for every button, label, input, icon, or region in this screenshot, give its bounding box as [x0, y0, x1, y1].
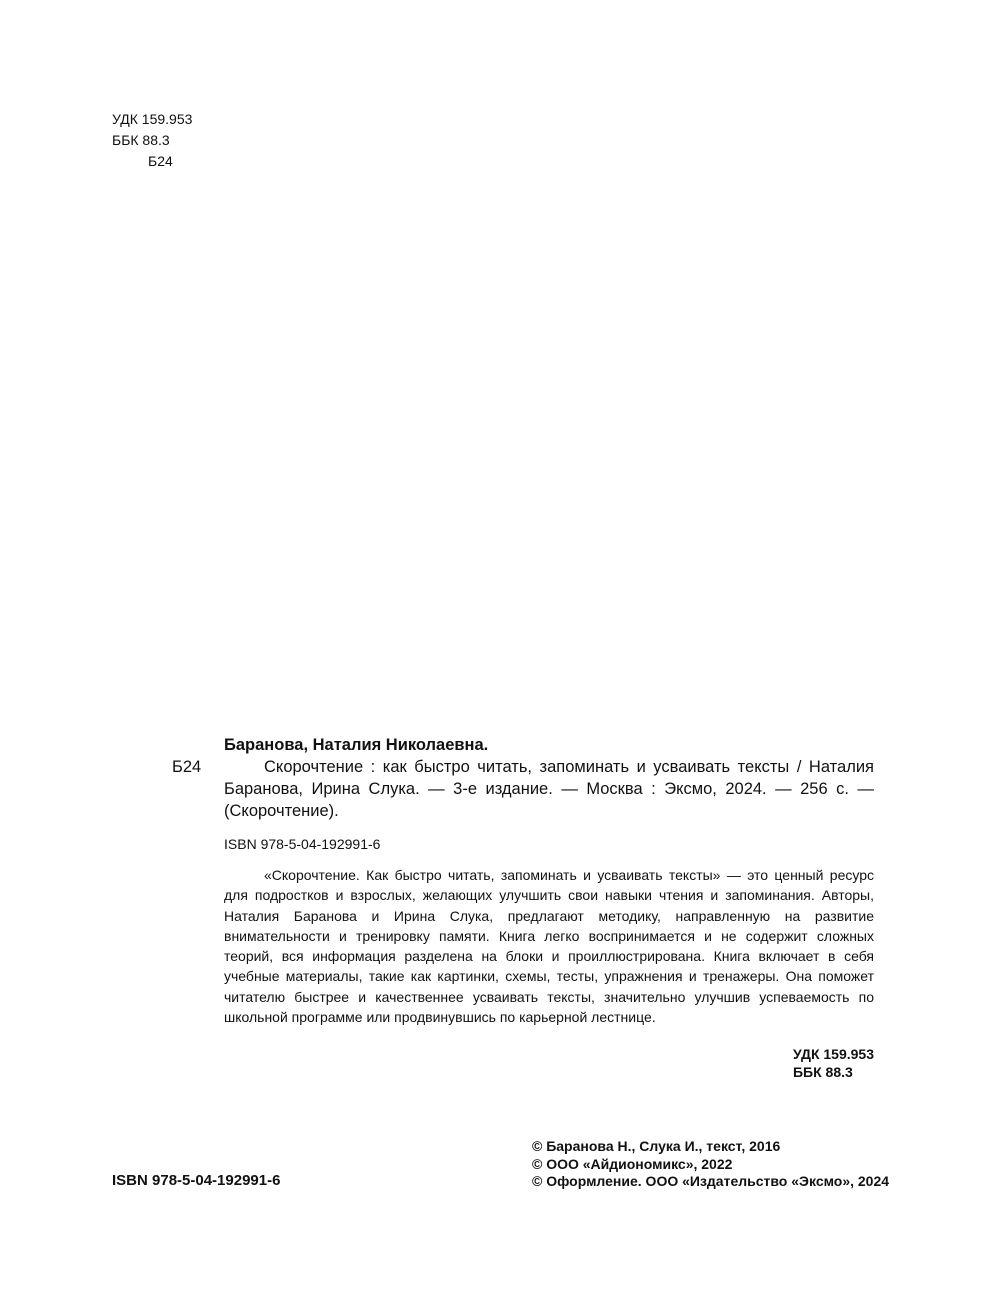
copyright-line: © ООО «Айдиономикс», 2022: [532, 1155, 733, 1172]
annotation-text: «Скорочтение. Как быстро читать, запоминать и усваивать тексты» — это ценный ресурс для подростков и взрослых, желающих улучшить свои навыки чтения и запоминания. Авторы, Наталия Баранова и Ирина Слука, предлагают методику, направленную на развитие внимательности и тренировку памяти. Книга легко воспринимается и не содержит сложных теорий, вся информация разделена на блоки и проиллюстрирована. Книга включает в себя учебные материалы, такие как картинки, схемы, тесты, упражнения и тренажеры. Она поможет читателю быстрее и качественнее усваивать тексты, значительно улучшив успеваемость по школьной программе или продвинувшись по карьерной лестнице.: [224, 867, 874, 1026]
bibliographic-record: [224, 734, 874, 1027]
copyright-line: © Оформление. ООО «Издательство «Эксмо», 2024: [532, 1173, 890, 1189]
copyright-block: [532, 1138, 889, 1191]
udk-code-bold: УДК 159.953: [792, 1046, 874, 1062]
author-heading: Баранова, Наталия Николаевна.: [224, 736, 489, 754]
record-isbn: ISBN 978-5-04-192991-6: [224, 836, 381, 852]
right-classification-codes: [793, 1045, 874, 1081]
side-author-mark: Б24: [172, 758, 202, 776]
copyright-line: © Баранова Н., Слука И., текст, 2016: [532, 1138, 781, 1154]
top-classification-codes: [112, 109, 192, 172]
bottom-isbn: ISBN 978-5-04-192991-6: [112, 1172, 281, 1189]
book-description: Скорочтение : как быстро читать, запоминать и усваивать тексты / Наталия Баранова, Ирина Слука. — 3-е издание. — Москва : Эксмо, 2024. — 256 с. — (Скорочтение).: [224, 758, 874, 820]
udk-code: УДК 159.953: [112, 111, 193, 127]
bbk-code: ББК 88.3: [112, 132, 170, 148]
author-mark: Б24: [148, 153, 173, 169]
bbk-code-bold: ББК 88.3: [792, 1064, 853, 1080]
